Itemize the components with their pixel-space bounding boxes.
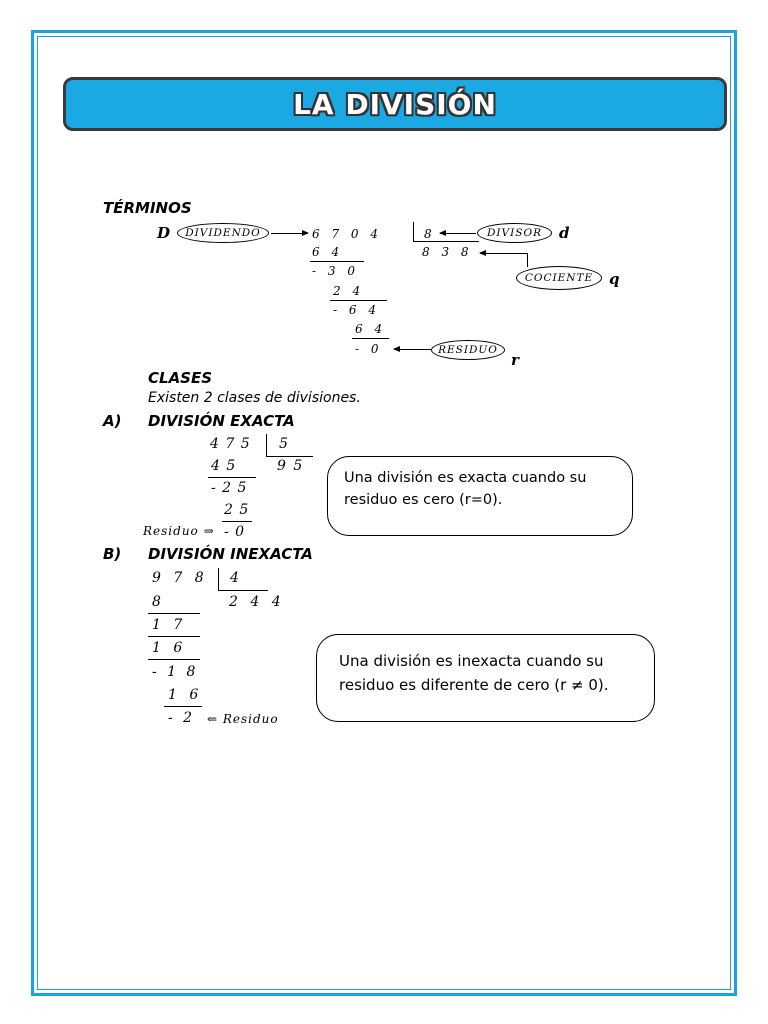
inexacta-quotient: 2 4 4 bbox=[229, 594, 281, 610]
dividendo-label: DIVIDENDO bbox=[185, 227, 261, 239]
residuo-label: RESIDUO bbox=[438, 344, 498, 356]
step-5: 6 4 bbox=[355, 322, 383, 336]
step-2: - 3 0 bbox=[312, 264, 355, 278]
dividendo-arrow bbox=[271, 233, 308, 234]
step-4: - 6 4 bbox=[333, 303, 376, 317]
step-line-3 bbox=[352, 338, 389, 339]
inexacta-line-3 bbox=[148, 659, 200, 660]
inexacta-note-text: Una división es inexacta cuando su residuo es diferente de cero (r ≠ 0). bbox=[339, 652, 609, 694]
inexacta-bracket-h bbox=[218, 590, 268, 591]
inexacta-line-1 bbox=[148, 613, 200, 614]
cociente-arrow-v bbox=[527, 253, 528, 267]
inexacta-line-2 bbox=[148, 636, 200, 637]
page-title: LA DIVISIÓN bbox=[293, 87, 497, 121]
exacta-residuo-label: Residuo ⇒ bbox=[143, 524, 215, 538]
terminos-heading: TÉRMINOS bbox=[103, 199, 192, 217]
label-r: r bbox=[511, 351, 519, 369]
inexacta-bracket-v bbox=[218, 568, 219, 590]
divisor-digit: 8 bbox=[424, 227, 432, 241]
exacta-quotient: 9 5 bbox=[277, 458, 303, 474]
step-6: - 0 bbox=[355, 342, 379, 356]
exacta-line-1 bbox=[208, 477, 256, 478]
inexacta-divisor: 4 bbox=[230, 570, 239, 586]
residuo-oval bbox=[431, 340, 505, 360]
exacta-marker: A) bbox=[103, 412, 122, 430]
exacta-bracket-v bbox=[266, 434, 267, 456]
label-D: D bbox=[157, 224, 171, 242]
inexacta-marker: B) bbox=[103, 545, 122, 563]
exacta-note-box bbox=[327, 456, 633, 536]
exacta-step-4: - 0 bbox=[224, 524, 245, 540]
exacta-step-3: 2 5 bbox=[224, 502, 249, 518]
label-q: q bbox=[609, 270, 620, 288]
divisor-label: DIVISOR bbox=[486, 227, 542, 239]
inexacta-step-5: 1 6 bbox=[168, 687, 199, 703]
inexacta-heading: DIVISIÓN INEXACTA bbox=[148, 545, 313, 563]
inexacta-step-6: - 2 bbox=[168, 710, 193, 726]
exacta-bracket-h bbox=[266, 456, 313, 457]
inexacta-step-1: 8 bbox=[152, 594, 161, 610]
exacta-note-text: Una división es exacta cuando su residuo es cero (r=0). bbox=[344, 470, 587, 508]
division-bracket-v bbox=[413, 222, 414, 241]
exacta-line-2 bbox=[222, 521, 252, 522]
exacta-step-1: 4 5 bbox=[211, 458, 236, 474]
exacta-divisor: 5 bbox=[279, 436, 288, 452]
inexacta-dividend: 9 7 8 bbox=[152, 570, 204, 586]
exacta-dividend: 4 7 5 bbox=[210, 436, 250, 452]
quotient-digits: 8 3 8 bbox=[422, 245, 469, 259]
inexacta-line-4 bbox=[164, 706, 202, 707]
cociente-label: COCIENTE bbox=[524, 272, 594, 284]
label-d: d bbox=[559, 224, 570, 242]
divisor-arrow bbox=[440, 233, 476, 234]
title-banner bbox=[63, 77, 727, 131]
inexacta-step-2: 1 7 bbox=[152, 617, 183, 633]
inexacta-step-3: 1 6 bbox=[152, 640, 183, 656]
exacta-step-2: - 2 5 bbox=[211, 480, 247, 496]
dividend-digits: 6 7 0 4 bbox=[312, 227, 378, 241]
inexacta-note-box bbox=[316, 634, 655, 722]
residuo-arrow bbox=[394, 349, 431, 350]
exacta-heading: DIVISIÓN EXACTA bbox=[148, 412, 295, 430]
inexacta-residuo-label: ⇐ Residuo bbox=[207, 712, 279, 726]
inexacta-step-4: - 1 8 bbox=[152, 664, 196, 680]
division-bracket-h bbox=[413, 241, 479, 242]
divisor-oval bbox=[477, 223, 552, 243]
clases-intro: Existen 2 clases de divisiones. bbox=[148, 390, 361, 406]
step-line-2 bbox=[330, 300, 387, 301]
cociente-oval bbox=[516, 266, 602, 290]
cociente-arrow-h bbox=[480, 253, 527, 254]
step-line-1 bbox=[310, 261, 364, 262]
step-3: 2 4 bbox=[333, 284, 361, 298]
step-1: 6 4 bbox=[312, 245, 340, 259]
dividendo-oval bbox=[177, 223, 269, 243]
clases-heading: CLASES bbox=[148, 369, 213, 387]
